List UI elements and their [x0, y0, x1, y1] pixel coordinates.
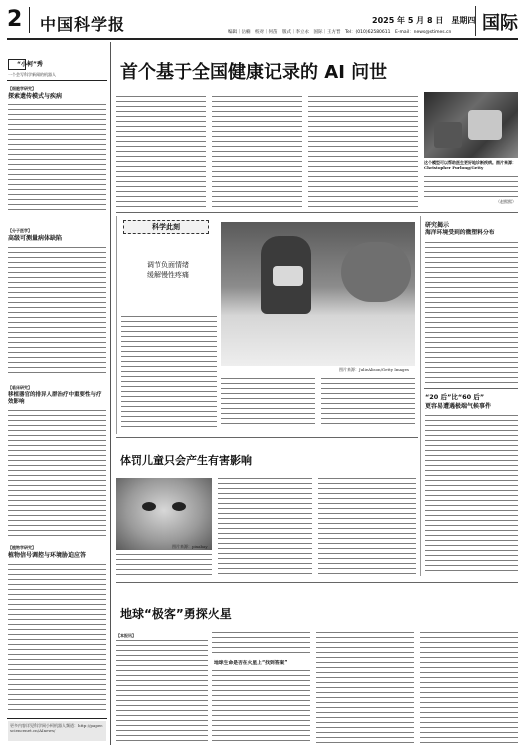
bottom-story-body — [116, 640, 208, 744]
pullquote-line: 调节负面情绪 — [147, 261, 189, 269]
photo-eye — [172, 502, 186, 511]
feature-label-box — [123, 220, 209, 234]
right-mid-rule — [424, 388, 518, 389]
bottom-story-subhead: 地球生命是否在火星上“找到答案” — [214, 661, 288, 666]
middle-story-rule — [116, 437, 418, 438]
feature-photo-credit: 图片来源：JulieAlison/Getty Images — [339, 367, 409, 372]
right-top-body — [425, 242, 518, 384]
feature-label: 科学此刻 — [152, 223, 180, 231]
top-story-source: （赵熙熙） — [496, 199, 516, 204]
right-mid-title: 更容易遭遇极端气候事件 — [425, 403, 492, 410]
photo-figure — [468, 110, 502, 140]
item-label: 【临床研究】 — [8, 385, 32, 390]
right-column-divider — [420, 216, 421, 576]
right-mid-title: “20 后”比“60 后” — [425, 393, 485, 401]
feature-body — [321, 378, 415, 428]
item-body — [8, 410, 106, 540]
top-story-body-col3 — [308, 96, 418, 208]
middle-story-headline: 体罚儿童只会产生有害影响 — [120, 454, 252, 467]
column-tagline: 一个会写科学新闻的机器人 — [8, 72, 56, 77]
left-column-divider — [110, 42, 111, 745]
pullquote-line: 缓解慢性疼痛 — [147, 271, 189, 279]
footer-rule — [7, 718, 107, 719]
page-number: 2 — [7, 7, 23, 32]
middle-story-body — [218, 478, 312, 576]
item-body — [8, 104, 106, 214]
top-story-photo — [424, 92, 518, 158]
page-number-divider — [29, 7, 30, 33]
photo-figure — [273, 266, 303, 286]
top-story-rule — [116, 212, 518, 213]
bottom-story-label: 【本报讯】 — [116, 633, 136, 638]
bottom-story-body — [420, 632, 518, 744]
middle-story-body — [318, 478, 416, 576]
column-name: “小柯”秀 — [17, 61, 43, 68]
bottom-story-body — [212, 670, 310, 744]
top-story-photo-caption: 这个模型可以帮助医生更好地诊断疾病。图片来源：Christopher Furlong/Getty — [424, 160, 516, 171]
editor-credits: 编辑｜岳楠 校对｜何苗 版式｜李立永 国际｜王方晋 Tel：(010)62580611 E-mail：news@stimes.cn — [228, 30, 452, 35]
top-story-body-col2 — [212, 96, 302, 208]
middle-story-photo-credit: 图片来源：pixabay — [172, 544, 208, 549]
right-top-title: 海洋环境受到的微塑料分布 — [425, 230, 495, 236]
item-title: 高级可测量病体缺陷 — [8, 235, 63, 242]
left-column — [7, 42, 107, 745]
feature-body — [221, 378, 315, 428]
newspaper-name: 中国科学报 — [40, 15, 126, 34]
feature-pullquote — [133, 260, 203, 290]
photo-figure — [434, 122, 462, 148]
middle-story-body — [116, 554, 212, 576]
header-divider — [475, 6, 476, 36]
photo-figure — [341, 242, 411, 302]
section-name: 国际 — [482, 13, 518, 34]
item-label: 【细胞学研究】 — [8, 86, 36, 91]
top-story-body-col4 — [424, 176, 518, 198]
feature-box — [116, 216, 417, 434]
middle-story-photo — [116, 478, 212, 550]
item-title: 植物信号调控与环境胁迫应答 — [8, 552, 87, 559]
top-story-headline: 首个基于全国健康记录的 AI 问世 — [120, 62, 388, 83]
item-body — [8, 247, 106, 375]
right-mid-body — [425, 415, 518, 575]
bottom-story-body — [212, 632, 310, 656]
photo-eye — [142, 502, 156, 511]
masthead-rule — [7, 38, 518, 40]
item-title: 探索遗传模式与疾病 — [8, 93, 63, 100]
bottom-story-headline: 地球“极客”勇探火星 — [120, 607, 232, 621]
top-story-body-col1 — [116, 96, 206, 208]
left-footer — [8, 721, 106, 741]
column-tagline-rule — [7, 80, 107, 81]
item-body — [8, 564, 106, 714]
right-top-label: 研究揭示 — [425, 222, 450, 229]
item-label: 【分子医学】 — [8, 228, 32, 233]
left-footer-text: 更多内容详见科学网小柯机器人频道：http://paper.sciencenet.cn/AInews/ — [10, 723, 104, 733]
feature-body — [121, 316, 217, 428]
feature-photo — [221, 222, 415, 366]
item-label: 【植物学研究】 — [8, 545, 36, 550]
issue-date: 2025 年 5 月 8 日 星期四 — [372, 16, 476, 25]
bottom-story-body — [316, 632, 414, 744]
item-title: 移植器官的排异人群治疗中重要性与疗效影响 — [8, 392, 102, 405]
bottom-story-rule — [116, 582, 518, 583]
